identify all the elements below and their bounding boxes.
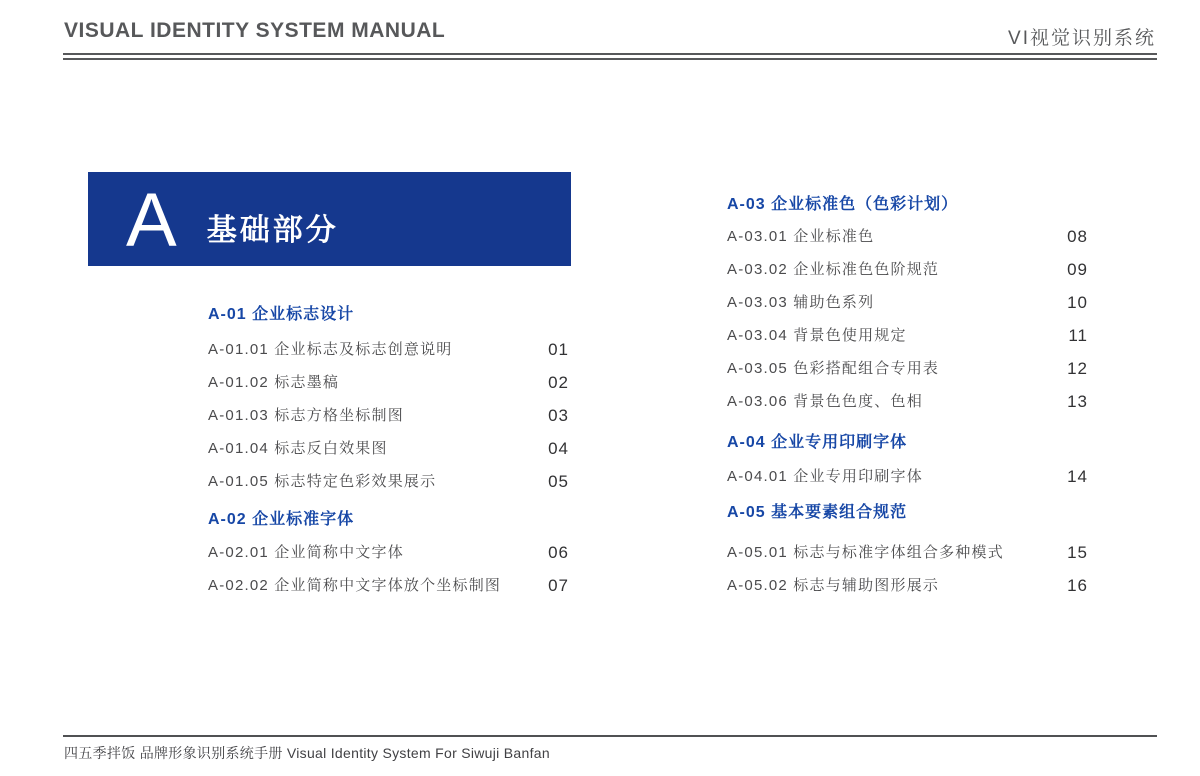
toc-item <box>727 359 1088 392</box>
page-number: 05 <box>548 472 569 491</box>
toc-item-label: A-04.01 企业专用印刷字体 <box>727 468 923 485</box>
page-number: 10 <box>1067 293 1088 312</box>
toc-item-label: A-03.05 色彩搭配组合专用表 <box>727 360 940 377</box>
toc-section-a03 <box>727 195 1088 425</box>
toc-item-label: A-05.01 标志与标准字体组合多种模式 <box>727 544 1004 561</box>
toc-item <box>208 340 569 373</box>
toc-item-label: A-01.04 标志反白效果图 <box>208 440 388 457</box>
toc-item <box>208 373 569 406</box>
toc-section-a01 <box>208 305 569 505</box>
toc-item <box>208 439 569 472</box>
toc-item-label: A-01.05 标志特定色彩效果展示 <box>208 473 437 490</box>
toc-section-heading: A-01 企业标志设计 <box>208 306 355 323</box>
section-banner <box>88 172 571 266</box>
toc-item <box>727 227 1088 260</box>
toc-section-a04 <box>727 433 1088 500</box>
page-number: 11 <box>1068 326 1088 345</box>
manual-title-en: VISUAL IDENTITY SYSTEM MANUAL <box>64 19 446 42</box>
toc-item-label: A-03.01 企业标准色 <box>727 228 875 245</box>
toc-item-label: A-03.02 企业标准色色阶规范 <box>727 261 940 278</box>
toc-item-label: A-01.01 企业标志及标志创意说明 <box>208 341 453 358</box>
toc-item <box>208 472 569 505</box>
toc-item-label: A-05.02 标志与辅助图形展示 <box>727 577 940 594</box>
toc-section-heading: A-02 企业标准字体 <box>208 511 355 528</box>
toc-item-label: A-03.06 背景色色度、色相 <box>727 393 923 410</box>
toc-item <box>727 392 1088 425</box>
page-number: 16 <box>1067 576 1088 595</box>
toc-section-a02 <box>208 510 569 609</box>
toc-item <box>727 576 1088 609</box>
toc-column-left <box>208 305 569 609</box>
page-number: 04 <box>548 439 569 458</box>
page-number: 06 <box>548 543 569 562</box>
toc-item-label: A-01.02 标志墨稿 <box>208 374 340 391</box>
page-number: 07 <box>548 576 569 595</box>
toc-item-label: A-01.03 标志方格坐标制图 <box>208 407 404 424</box>
toc-section-a05 <box>727 503 1088 609</box>
toc-item <box>727 326 1088 359</box>
toc-item-label: A-02.01 企业简称中文字体 <box>208 544 404 561</box>
toc-item-label: A-03.03 辅助色系列 <box>727 294 875 311</box>
page-number: 14 <box>1067 467 1088 486</box>
section-title: 基础部分 <box>206 214 339 247</box>
toc-column-right <box>727 195 1088 609</box>
section-letter: A <box>126 178 177 264</box>
toc-item <box>727 543 1088 576</box>
header-divider <box>63 53 1157 60</box>
toc-section-heading: A-05 基本要素组合规范 <box>727 504 908 521</box>
toc-item-label: A-03.04 背景色使用规定 <box>727 327 907 344</box>
toc-item <box>208 576 569 609</box>
page-number: 08 <box>1067 227 1088 246</box>
page-number: 01 <box>548 340 569 359</box>
toc-section-heading: A-04 企业专用印刷字体 <box>727 434 908 451</box>
toc-item <box>727 293 1088 326</box>
manual-title-zh: VI视觉识别系统 <box>1008 28 1156 49</box>
page-number: 02 <box>548 373 569 392</box>
footer-text: 四五季拌饭 品牌形象识别系统手册 Visual Identity System For Siwuji Banfan <box>64 745 550 761</box>
page-number: 09 <box>1067 260 1088 279</box>
page-number: 15 <box>1067 543 1088 562</box>
page-number: 13 <box>1067 392 1088 411</box>
toc-item <box>727 467 1088 500</box>
toc-item <box>208 543 569 576</box>
page-number: 12 <box>1067 359 1088 378</box>
toc-item <box>727 260 1088 293</box>
toc-item <box>208 406 569 439</box>
toc-section-heading: A-03 企业标准色（色彩计划） <box>727 196 959 213</box>
toc-item-label: A-02.02 企业简称中文字体放个坐标制图 <box>208 577 502 594</box>
page-number: 03 <box>548 406 569 425</box>
footer-divider <box>63 735 1157 737</box>
